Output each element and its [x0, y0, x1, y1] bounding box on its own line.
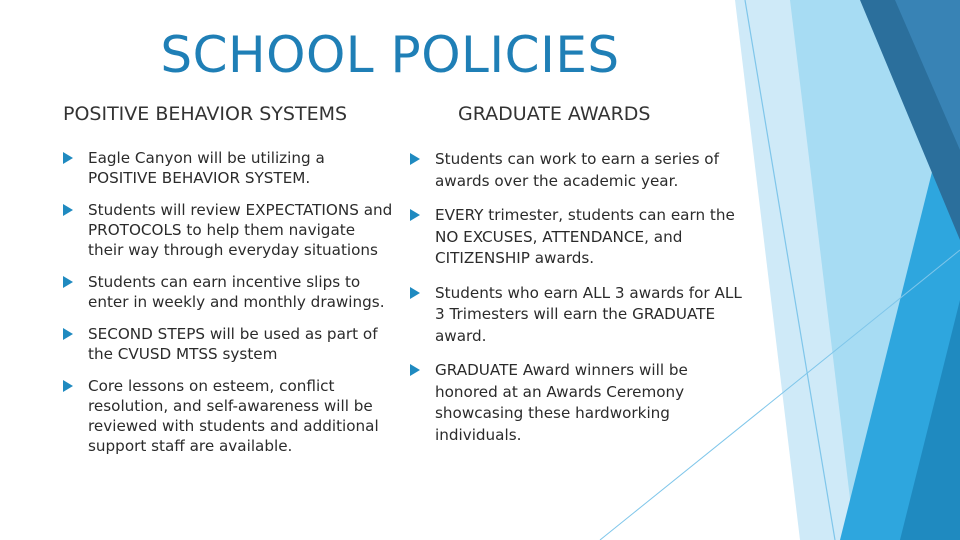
list-item — [63, 376, 393, 456]
list-item — [63, 272, 393, 312]
triangle-bullet-icon — [63, 152, 73, 164]
list-item-text: Students can work to earn a series of awards over the academic year. — [435, 150, 719, 190]
triangle-bullet-icon — [410, 209, 420, 221]
list-item-text: Eagle Canyon will be utilizing a POSITIVE BEHAVIOR SYSTEM. — [88, 149, 325, 187]
list-item-text: Core lessons on esteem, conflict resolution, and self-awareness will be reviewed with students and additional support staff are available. — [88, 377, 379, 455]
list-item-text: GRADUATE Award winners will be honored at an Awards Ceremony showcasing these hardworking individuals. — [435, 361, 688, 444]
triangle-bullet-icon — [63, 380, 73, 392]
triangle-bullet-icon — [63, 204, 73, 216]
list-item-text: EVERY trimester, students can earn the NO EXCUSES, ATTENDANCE, and CITIZENSHIP awards. — [435, 206, 735, 267]
list-item — [410, 283, 750, 348]
triangle-bullet-icon — [410, 287, 420, 299]
list-item — [410, 205, 750, 270]
list-item — [410, 360, 750, 446]
list-item — [63, 148, 393, 188]
list-item-text: Students can earn incentive slips to enter in weekly and monthly drawings. — [88, 273, 385, 311]
slide-title: SCHOOL POLICIES — [160, 26, 620, 84]
list-item — [410, 149, 750, 192]
list-item — [63, 200, 393, 260]
triangle-bullet-icon — [63, 276, 73, 288]
positive-behavior-list — [63, 148, 393, 468]
triangle-bullet-icon — [410, 364, 420, 376]
list-item — [63, 324, 393, 364]
triangle-bullet-icon — [410, 153, 420, 165]
triangle-bullet-icon — [63, 328, 73, 340]
list-item-text: Students who earn ALL 3 awards for ALL 3 Trimesters will earn the GRADUATE award. — [435, 283, 742, 345]
list-item-text: Students will review EXPECTATIONS and PROTOCOLS to help them navigate their way through everyday situations — [88, 201, 393, 259]
graduate-awards-heading: GRADUATE AWARDS — [458, 103, 651, 125]
positive-behavior-heading: POSITIVE BEHAVIOR SYSTEMS — [63, 103, 348, 125]
graduate-awards-list — [410, 149, 750, 459]
list-item-text: SECOND STEPS will be used as part of the CVUSD MTSS system — [88, 325, 378, 363]
